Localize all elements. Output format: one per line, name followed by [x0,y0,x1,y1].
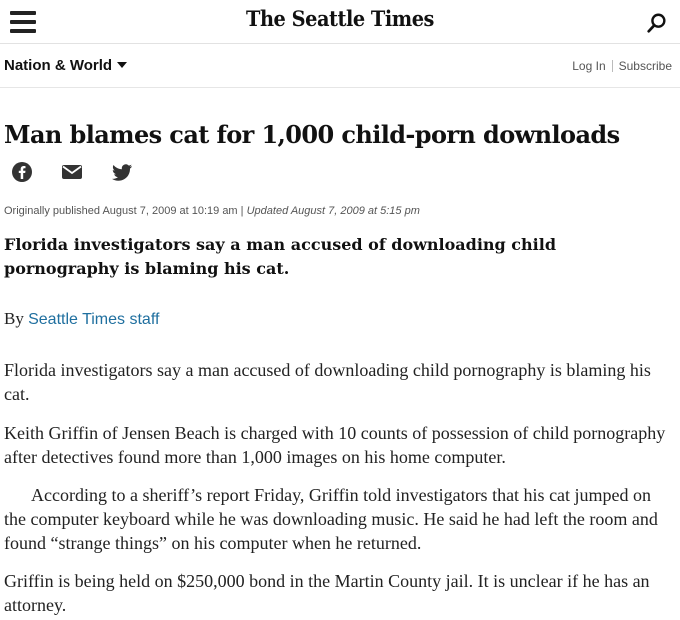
auth-links [572,59,672,73]
article-dateline [4,205,420,217]
login-link[interactable]: Log In [572,59,606,73]
article-summary: Florida investigators say a man accused of downloading child pornography is blaming his cat. [4,235,557,278]
facebook-icon[interactable] [10,160,34,184]
updated-date: Updated August 7, 2009 at 5:15 pm [246,205,420,217]
section-label: Nation & World [4,57,113,74]
section-nav [0,44,680,88]
search-icon[interactable] [646,12,668,34]
chevron-down-icon [117,62,127,68]
article-paragraph: Florida investigators say a man accused of downloading child pornography is blaming his cat. [4,360,651,404]
article-paragraph: Griffin is being held on $250,000 bond in the Martin County jail. It is unclear if he has an attorney. [4,571,650,615]
author-link[interactable]: Seattle Times staff [28,311,160,328]
article-paragraph-text: According to a sheriff’s report Friday, Griffin told investigators that his cat jumped on the computer keyboard while he was downloading music. He said he had left the room and found “strange things” on his computer when he returned. [4,485,658,553]
subscribe-link[interactable]: Subscribe [618,59,672,73]
top-bar [0,0,680,44]
divider [612,60,613,72]
section-dropdown[interactable] [4,57,127,74]
date-separator: | [240,205,244,217]
email-icon[interactable] [60,160,84,184]
article-paragraph [4,483,672,555]
byline-prefix: By [4,309,24,328]
twitter-icon[interactable] [110,160,134,184]
article-headline: Man blames cat for 1,000 child-porn downloads [4,120,620,149]
published-date: Originally published August 7, 2009 at 10:19 am [4,205,238,217]
article-paragraph: Keith Griffin of Jensen Beach is charged with 10 counts of possession of child pornography after detectives found more than 1,000 images on his home computer. [4,423,666,467]
byline [4,309,159,329]
masthead-logo[interactable]: The Seattle Times [246,6,434,31]
